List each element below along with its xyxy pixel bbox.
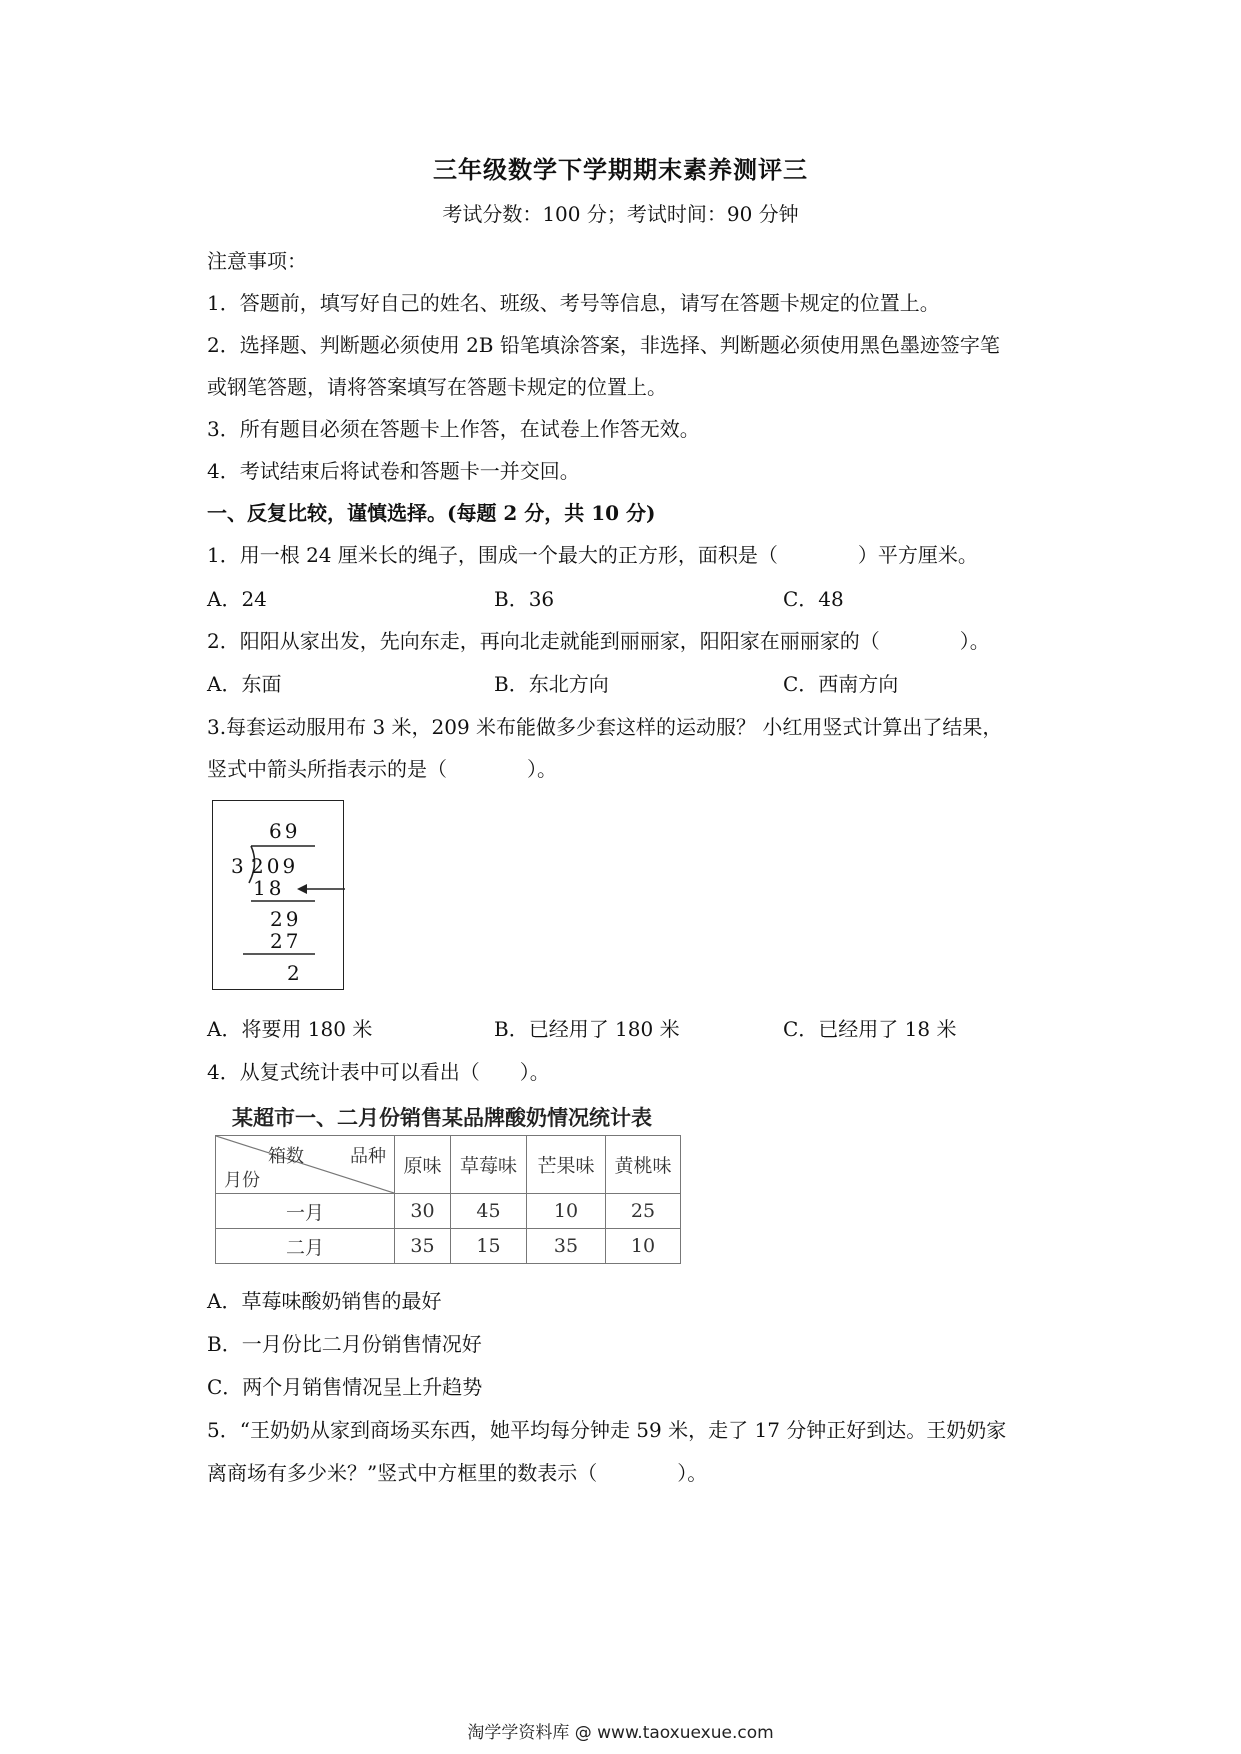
q1-option-a: A．24	[207, 587, 267, 611]
question-5: 5．“王奶奶从家到商场买东西，她平均每分钟走 59 米，走了 17 分钟正好到达。王奶奶家	[207, 1418, 1007, 1442]
table-corner-cell	[216, 1136, 395, 1194]
long-division-figure	[212, 800, 344, 990]
notice-item: 3．所有题目必须在答题卡上作答，在试卷上作答无效。	[207, 417, 700, 441]
q3-option-c: C．已经用了 18 米	[783, 1017, 957, 1041]
q4-option-c: C．两个月销售情况呈上升趋势	[207, 1375, 483, 1399]
remainder: 2	[287, 961, 300, 985]
q2-option-a: A．东面	[207, 672, 282, 696]
table-cell: 25	[606, 1194, 681, 1229]
question-3: 3.每套运动服用布 3 米，209 米布能做多少套这样的运动服？ 小红用竖式计算出了结果，	[207, 715, 1003, 739]
table-cell: 35	[527, 1229, 606, 1264]
notice-item: 或钢笔答题，请将答案填写在答题卡规定的位置上。	[207, 375, 667, 399]
stats-table-title: 某超市一、二月份销售某品牌酸奶情况统计表	[232, 1106, 652, 1130]
stats-table	[215, 1135, 681, 1264]
row-label: 二月	[216, 1229, 395, 1264]
notice-item: 1．答题前，填写好自己的姓名、班级、考号等信息，请写在答题卡规定的位置上。	[207, 291, 940, 315]
q1-option-b: B．36	[494, 587, 555, 611]
column-header: 芒果味	[527, 1136, 606, 1194]
table-cell: 35	[395, 1229, 451, 1264]
corner-label-month: 月份	[224, 1170, 260, 1191]
q2-option-c: C．西南方向	[783, 672, 899, 696]
page-title: 三年级数学下学期期末素养测评三	[433, 155, 808, 184]
q1-option-c: C．48	[783, 587, 844, 611]
column-header: 草莓味	[451, 1136, 527, 1194]
table-row	[216, 1229, 681, 1264]
table-row	[216, 1194, 681, 1229]
divisor: 3	[231, 854, 244, 878]
q2-option-b: B．东北方向	[494, 672, 609, 696]
notice-item: 4．考试结束后将试卷和答题卡一并交回。	[207, 459, 580, 483]
q3-option-a: A．将要用 180 米	[207, 1017, 373, 1041]
exam-info: 考试分数：100 分；考试时间：90 分钟	[442, 202, 799, 226]
q4-option-b: B．一月份比二月份销售情况好	[207, 1332, 482, 1356]
question-1: 1．用一根 24 厘米长的绳子，围成一个最大的正方形，面积是（ ）平方厘米。	[207, 543, 978, 567]
row-label: 一月	[216, 1194, 395, 1229]
table-cell: 45	[451, 1194, 527, 1229]
column-header: 黄桃味	[606, 1136, 681, 1194]
question-5-cont: 离商场有多少米？”竖式中方框里的数表示（ ）。	[207, 1461, 708, 1485]
table-cell: 30	[395, 1194, 451, 1229]
question-3-cont: 竖式中箭头所指表示的是（ ）。	[207, 757, 557, 781]
footer-watermark: 淘学学资料库 @ www.taoxuexue.com	[467, 1723, 774, 1743]
column-header: 原味	[395, 1136, 451, 1194]
q3-option-b: B．已经用了 180 米	[494, 1017, 680, 1041]
q4-option-a: A．草莓味酸奶销售的最好	[207, 1289, 442, 1313]
division-step-18: 18	[253, 876, 285, 900]
notice-heading: 注意事项：	[207, 249, 307, 273]
corner-label-boxes: 箱数	[268, 1146, 304, 1167]
table-cell: 10	[527, 1194, 606, 1229]
quotient: 69	[269, 819, 301, 843]
division-step-27: 27	[270, 929, 302, 953]
division-step-29: 29	[270, 907, 302, 931]
corner-label-flavor: 品种	[350, 1146, 386, 1167]
table-cell: 15	[451, 1229, 527, 1264]
table-cell: 10	[606, 1229, 681, 1264]
question-4: 4．从复式统计表中可以看出（ ）。	[207, 1060, 550, 1084]
section-heading: 一、反复比较，谨慎选择。(每题 2 分，共 10 分)	[207, 501, 656, 525]
question-2: 2．阳阳从家出发，先向东走，再向北走就能到丽丽家，阳阳家在丽丽家的（ ）。	[207, 629, 990, 653]
dividend: 209	[251, 854, 299, 878]
notice-item: 2．选择题、判断题必须使用 2B 铅笔填涂答案，非选择、判断题必须使用黑色墨迹签字笔	[207, 333, 1000, 357]
